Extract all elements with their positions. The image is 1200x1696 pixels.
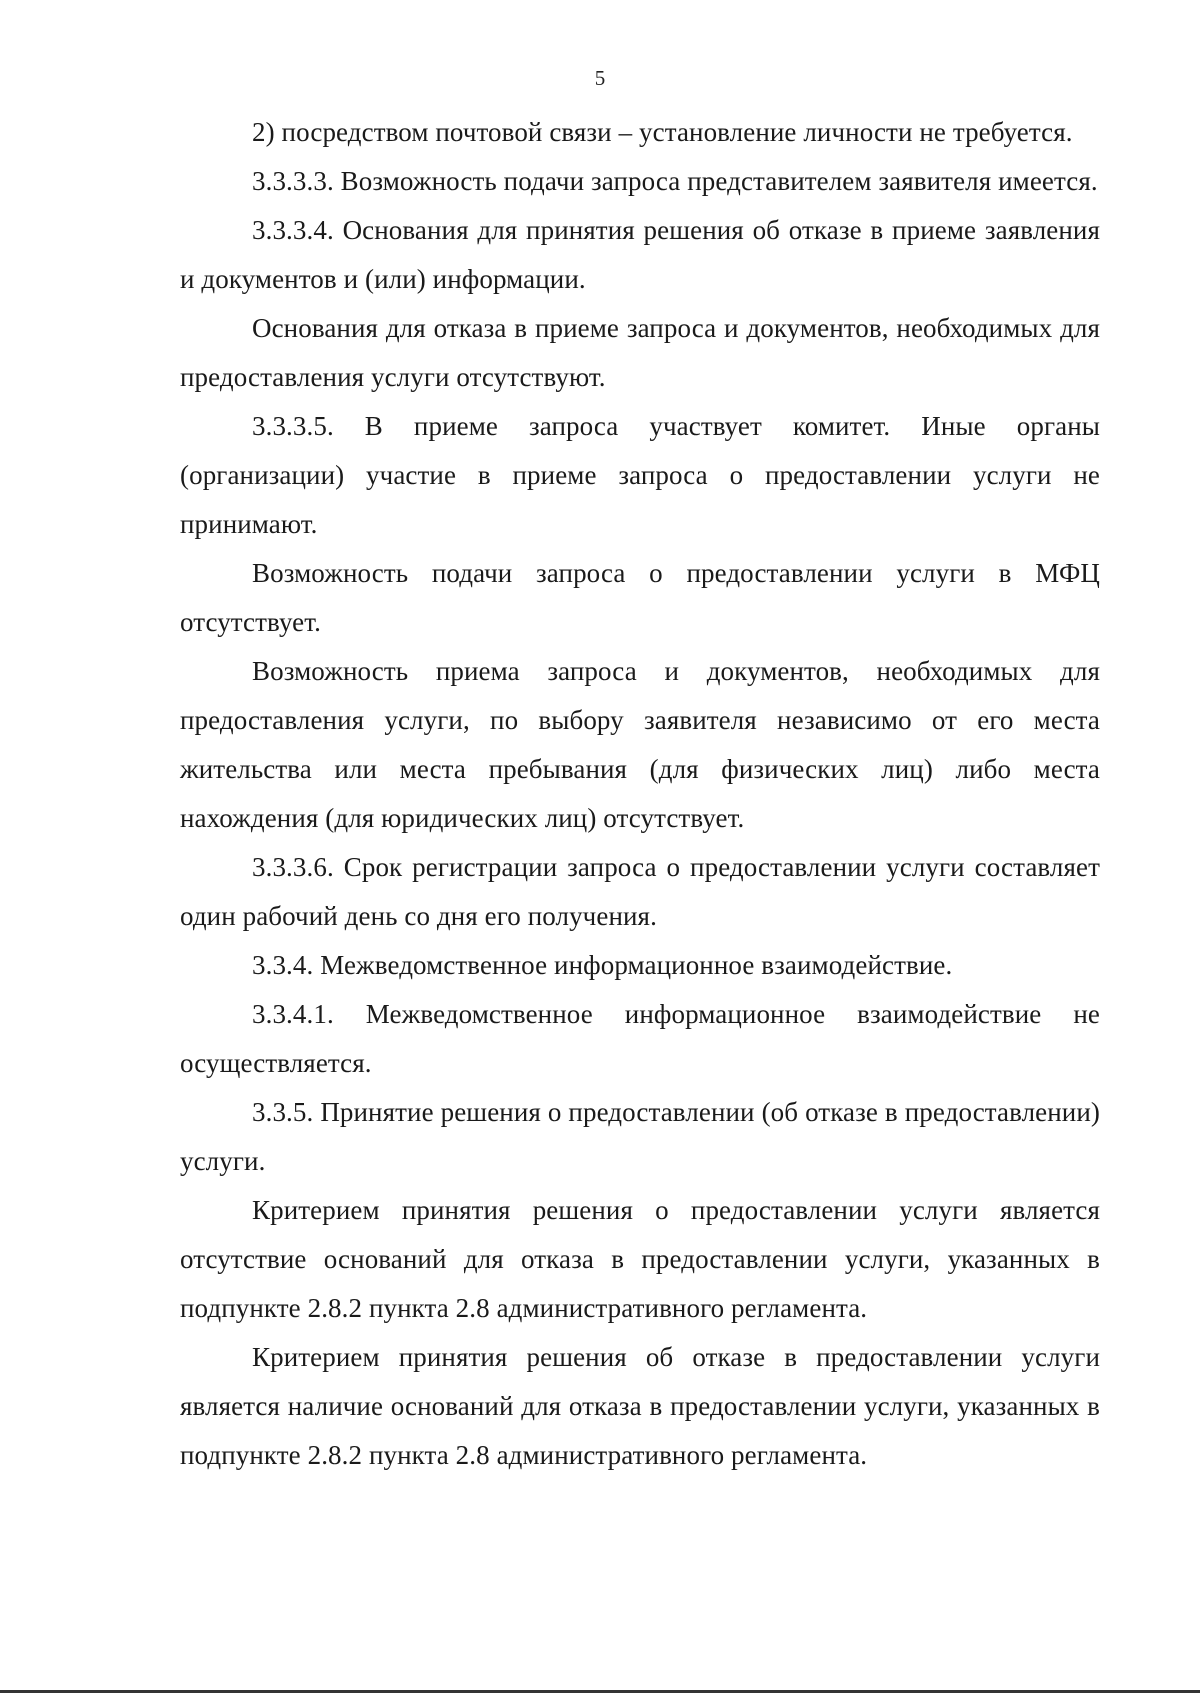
paragraph-3-3-3-6: 3.3.3.6. Срок регистрации запроса о предоставлении услуги составляет один рабочий день со дня его получения. (180, 852, 1100, 931)
document-body (180, 108, 1100, 1480)
paragraph-refusal-grounds: Основания для отказа в приеме запроса и документов, необходимых для предоставления услуги отсутствуют. (180, 313, 1100, 392)
paragraph-3-3-3-3: 3.3.3.3. Возможность подачи запроса представителем заявителя имеется. (252, 166, 1098, 196)
paragraph-3-3-3-4: 3.3.3.4. Основания для принятия решения об отказе в приеме заявления и документов и (или) информации. (180, 215, 1100, 294)
paragraph-mfc: Возможность подачи запроса о предоставлении услуги в МФЦ отсутствует. (180, 558, 1100, 637)
paragraph-3-3-3-5: 3.3.3.5. В приеме запроса участвует комитет. Иные органы (организации) участие в приеме запроса о предоставлении услуги не принимают. (180, 411, 1100, 539)
paragraph-criterion-grant: Критерием принятия решения о предоставлении услуги является отсутствие оснований для отказа в предоставлении услуги, указанных в подпункте 2.8.2 пункта 2.8 административного регламента. (180, 1195, 1100, 1323)
paragraph-postal: 2) посредством почтовой связи – установление личности не требуется. (252, 117, 1073, 147)
paragraph-3-3-4: 3.3.4. Межведомственное информационное взаимодействие. (252, 950, 953, 980)
paragraph-extraterritorial: Возможность приема запроса и документов, необходимых для предоставления услуги, по выбору заявителя независимо от его места жительства или места пребывания (для физических лиц) либо места нахождения (для юридических лиц) отсутствует. (180, 656, 1100, 833)
paragraph-criterion-refusal: Критерием принятия решения об отказе в предоставлении услуги является наличие оснований для отказа в предоставлении услуги, указанных в подпункте 2.8.2 пункта 2.8 административного регламента. (180, 1342, 1100, 1470)
paragraph-3-3-5: 3.3.5. Принятие решения о предоставлении (об отказе в предоставлении) услуги. (180, 1097, 1100, 1176)
paragraph-3-3-4-1: 3.3.4.1. Межведомственное информационное взаимодействие не осуществляется. (180, 999, 1100, 1078)
scan-bottom-edge (0, 1690, 1200, 1693)
page-number: 5 (594, 66, 606, 90)
